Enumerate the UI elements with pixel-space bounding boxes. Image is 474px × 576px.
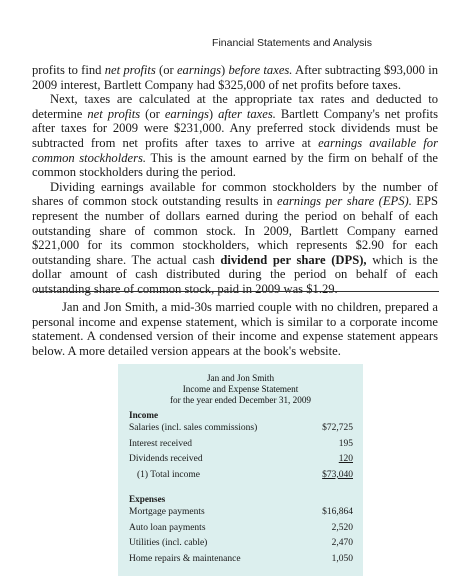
statement-period: for the year ended December 31, 2009 — [169, 394, 312, 405]
italic-term: earnings per share (EPS). — [277, 194, 412, 209]
italic-term: after taxes. — [218, 106, 276, 121]
paragraph-1 — [32, 63, 438, 92]
row-label: Auto loan payments — [129, 522, 206, 533]
row-amount: 2,470 — [331, 538, 353, 549]
italic-term: earnings — [164, 106, 209, 121]
text-run: This is the amount earned by the firm on behalf of the common stockholders during the period. — [32, 150, 439, 180]
row-amount: $72,725 — [322, 423, 353, 434]
text-run: profits to find — [32, 63, 105, 77]
text-run: (or — [155, 63, 177, 77]
statement-row — [129, 552, 353, 568]
row-label: Mortgage payments — [129, 507, 205, 518]
statement-row — [129, 452, 353, 468]
row-label: Dividends received — [129, 454, 203, 465]
italic-term: net profits — [104, 63, 156, 77]
row-label: Salaries (incl. sales commissions) — [129, 423, 258, 434]
text-run: Dividing earnings available for common stockholders by the number of shares of common stock outstanding results in — [32, 179, 438, 209]
row-amount: 1,050 — [331, 553, 353, 564]
text-run: ) — [221, 63, 229, 77]
bold-term: dividend per share (DPS), — [220, 252, 367, 267]
text-run: (or — [140, 106, 165, 121]
statement-row — [129, 437, 353, 453]
row-amount: 195 — [338, 438, 353, 449]
example-text — [32, 300, 438, 358]
statement-header — [118, 373, 363, 405]
text-run: Next, taxes are calculated at the appropriate tax rates and deducted to determine — [32, 92, 438, 121]
row-amount: $73,040 — [322, 469, 353, 480]
income-heading: Income — [129, 410, 159, 421]
row-label: (1) Total income — [137, 469, 201, 480]
statement-row — [129, 505, 353, 521]
expenses-heading: Expenses — [129, 494, 166, 505]
paragraph-3 — [32, 180, 438, 297]
paragraph-2 — [32, 92, 438, 180]
row-amount: $16,864 — [322, 507, 353, 518]
statement-title: Jan and Jon Smith — [206, 373, 275, 383]
income-expense-statement — [118, 364, 363, 576]
statement-row — [129, 421, 353, 437]
running-header: Financial Statements and Analysis — [212, 37, 372, 49]
text-run: Bartlett Company's net profits after taxes for 2009 were $231,000. Any preferred stock dividends must be subtracted from net profits after taxes to arrive at — [32, 106, 438, 150]
italic-term: earnings available for common stockholders. — [32, 135, 439, 165]
italic-term: net profits — [87, 106, 141, 121]
total-row — [129, 468, 353, 484]
row-label: Interest received — [129, 438, 193, 449]
row-amount: 2,520 — [331, 522, 353, 533]
text-run: After subtracting $93,000 in 2009 interest, Bartlett Company had $325,000 of net profits before taxes. — [32, 63, 439, 92]
row-label: Home repairs & maintenance — [129, 553, 241, 564]
italic-term: earnings — [176, 63, 222, 77]
main-text — [32, 63, 438, 297]
statement-row — [129, 521, 353, 537]
text-run: EPS represent the number of dollars earned during the period on behalf of each outstanding share of common stock. In 2009, Bartlett Company earned $221,000 for its common stockholders, which represents $2.90 for each outstanding share. The actual cash — [32, 194, 438, 267]
section-divider — [35, 291, 439, 292]
row-label: Utilities (incl. cable) — [129, 538, 208, 549]
italic-term: before taxes. — [228, 63, 293, 77]
row-amount: 120 — [338, 454, 353, 465]
text-run: ) — [208, 106, 219, 121]
text-run: which is the dollar amount of cash distributed during the period on behalf of each outstanding share of common stock, paid in 2009 was $1.29. — [32, 252, 438, 296]
statement-subtitle: Income and Expense Statement — [182, 383, 299, 394]
paragraph-4: Jan and Jon Smith, a mid-30s married couple with no children, prepared a personal income and expense statement, which is similar to a corporate income statement. A condensed version of their income and expense statement appears below. A more detailed version appears at the book's website. — [32, 300, 438, 358]
statement-row — [129, 536, 353, 552]
